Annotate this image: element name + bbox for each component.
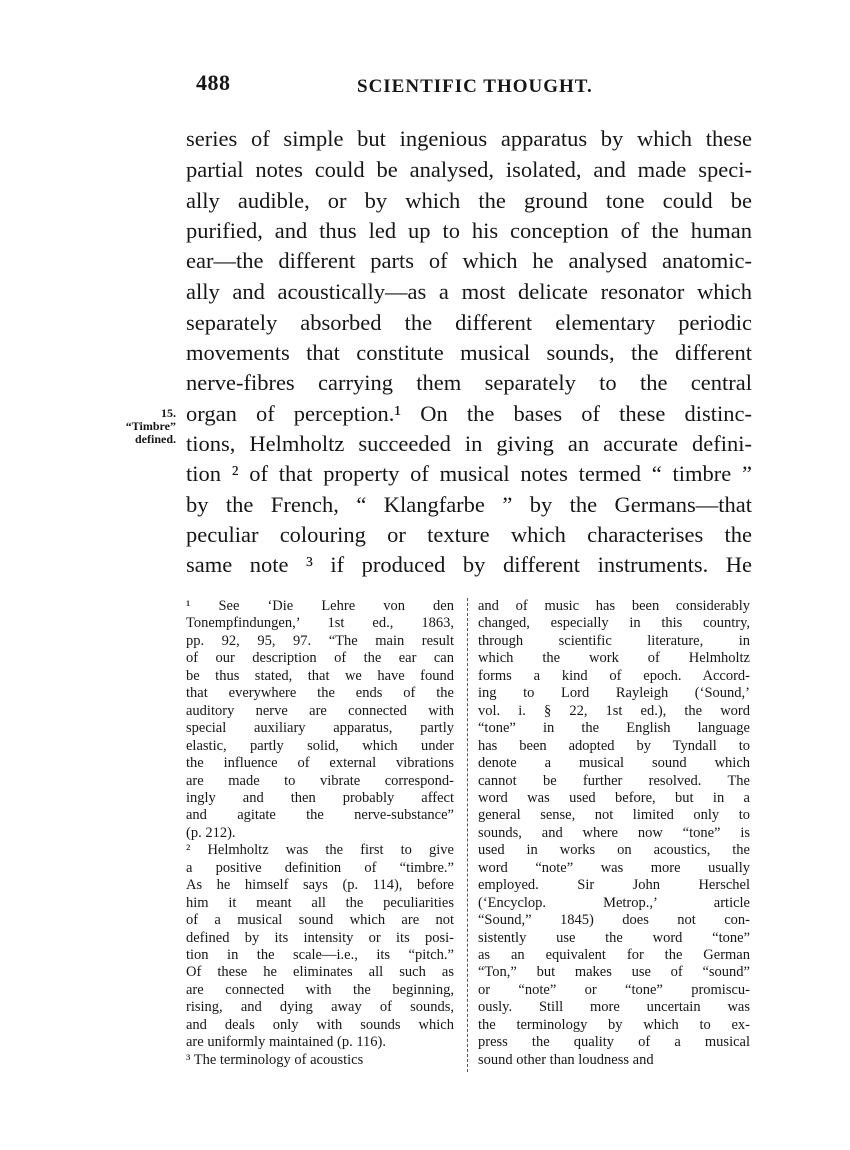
footnote-line: forms a kind of epoch. Accord- (478, 667, 750, 684)
footnote-line: auditory nerve are connected with (186, 702, 454, 719)
footnote-line: pp. 92, 95, 97. “The main result (186, 632, 454, 649)
footnote-line: and deals only with sounds which (186, 1016, 454, 1033)
footnote-line: as an equivalent for the German (478, 947, 750, 963)
footnote-line: has been adopted by Tyndall to (478, 737, 750, 754)
body-line: separately absorbed the different elementary periodic (186, 310, 752, 335)
footnote-line: are connected with the beginning, (186, 981, 454, 998)
footnote-line: ously. Still more uncertain was (478, 999, 750, 1016)
footnote-line: of our description of the ear can (186, 650, 454, 667)
footnote-line: denote a musical sound which (478, 755, 750, 772)
footnote-line: sound other than loudness and (478, 1051, 654, 1068)
body-line: ally audible, or by which the ground tone could be (186, 188, 752, 213)
footnote-line: used in works on acoustics, the (478, 842, 750, 859)
body-line: organ of perception.¹ On the bases of these distinc- (186, 401, 752, 426)
body-line: peculiar colouring or texture which characterises the (186, 522, 752, 547)
footnote-line: ² Helmholtz was the first to give (186, 842, 454, 859)
footnote-line: ³ The terminology of acoustics (186, 1051, 364, 1068)
footnote-line: word was used before, but in a (478, 789, 750, 806)
footnote-line: press the quality of a musical (478, 1034, 750, 1051)
body-line: tion ² of that property of musical notes termed “ timbre ” (186, 461, 752, 486)
footnote-line: are made to vibrate correspond- (186, 772, 454, 789)
footnote-line: are uniformly maintained (p. 116). (186, 1034, 386, 1051)
body-line: ear—the different parts of which he analysed anatomic- (186, 248, 752, 273)
footnote-line: “Sound,” 1845) does not con- (478, 912, 750, 929)
footnote-line: Tonempfindungen,’ 1st ed., 1863, (186, 615, 454, 632)
footnote-line: “tone” in the English language (478, 720, 750, 737)
footnote-line: a positive definition of “timbre.” (186, 859, 454, 876)
footnote-line: which the work of Helmholtz (478, 650, 750, 667)
footnote-line: and agitate the nerve-substance” (186, 807, 454, 824)
footnote-line: the influence of external vibrations (186, 755, 454, 772)
footnote-line: word “note” was more usually (478, 859, 750, 876)
footnote-line: be thus stated, that we have found (186, 667, 454, 684)
page-number: 488 (196, 70, 231, 95)
footnote-line: of a musical sound which are not (186, 912, 454, 929)
footnote-line: rising, and dying away of sounds, (186, 999, 454, 1016)
footnote-line: through scientific literature, in (478, 632, 750, 649)
running-title: SCIENTIFIC THOUGHT. (357, 76, 593, 97)
footnote-line: elastic, partly solid, which under (186, 737, 454, 754)
footnote-line: or “note” or “tone” promiscu- (478, 981, 750, 998)
footnote-line: general sense, not limited only to (478, 807, 750, 824)
footnote-line: ingly and then probably affect (186, 789, 454, 806)
footnote-line: (‘Encyclop. Metrop.,’ article (478, 894, 750, 911)
body-line: nerve-fibres carrying them separately to the central (186, 370, 752, 395)
body-line: series of simple but ingenious apparatus by which these (186, 126, 752, 151)
footnote-line: Of these he eliminates all such as (186, 964, 454, 981)
body-line: movements that constitute musical sounds, the different (186, 340, 752, 365)
footnote-line: special auxiliary apparatus, partly (186, 720, 454, 737)
footnote-line: him it meant all the peculiarities (186, 894, 454, 911)
footnote-line: sistently use the word “tone” (478, 929, 750, 946)
footnote-line: “Ton,” but makes use of “sound” (478, 964, 750, 981)
margin-note-label: defined. (134, 432, 176, 446)
footnote-line: changed, especially in this country, (478, 615, 750, 632)
footnote-line: that everywhere the ends of the (186, 685, 454, 702)
footnote-line: ¹ See ‘Die Lehre von den (186, 598, 454, 614)
footnote-line: vol. i. § 22, 1st ed.), the word (478, 702, 750, 719)
column-divider (467, 598, 468, 1072)
body-line: by the French, “ Klangfarbe ” by the Germans—that (186, 492, 752, 517)
footnote-line: defined by its intensity or its posi- (186, 929, 454, 946)
body-line: partial notes could be analysed, isolated, and made speci- (186, 157, 752, 182)
body-line: tions, Helmholtz succeeded in giving an accurate defini- (186, 431, 752, 456)
footnote-line: (p. 212). (186, 824, 236, 841)
footnote-line: ing to Lord Rayleigh (‘Sound,’ (478, 685, 750, 702)
footnote-line: and of music has been considerably (478, 598, 750, 614)
margin-note-label: “Timbre” (125, 419, 176, 433)
body-line: same note ³ if produced by different instruments. He (186, 552, 752, 577)
footnote-line: the terminology by which to ex- (478, 1016, 750, 1033)
footnote-line: employed. Sir John Herschel (478, 877, 750, 894)
body-line: ally and acoustically—as a most delicate resonator which (186, 279, 752, 304)
footnote-line: sounds, and where now “tone” is (478, 824, 750, 841)
footnote-line: cannot be further resolved. The (478, 772, 750, 789)
footnote-line: tion in the scale—i.e., its “pitch.” (186, 947, 454, 963)
margin-note-number: 15. (161, 406, 176, 420)
footnote-line: As he himself says (p. 114), before (186, 877, 454, 894)
body-line: purified, and thus led up to his conception of the human (186, 218, 752, 243)
